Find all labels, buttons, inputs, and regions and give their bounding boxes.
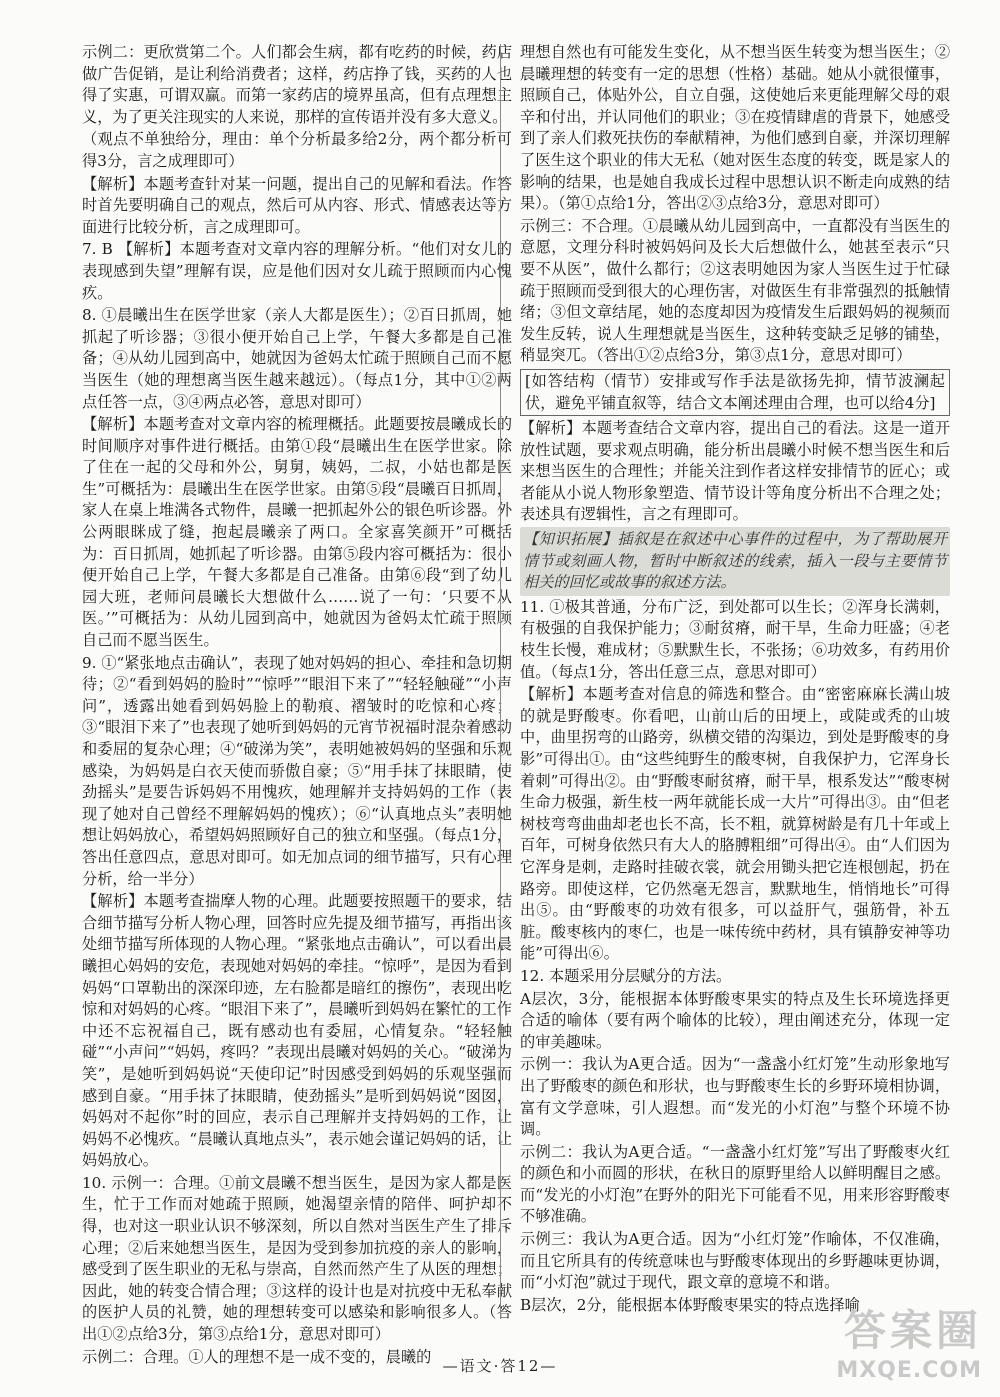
paragraph-q12-level-a: A层次，3分，能根据本体野酸枣果实的特点及生长环境选择更合适的喻体（要有两个喻体的比较），理由阐述充分，体现一定的审美趣味。 — [520, 989, 950, 1051]
paragraph-answer-q10-example-two-start: 示例二：合理。①人的理想不是一成不变的，晨曦的 — [82, 1347, 432, 1366]
watermark-logo — [836, 1298, 982, 1383]
paragraph-analysis-q9: 【解析】本题考查揣摩人物的心理。此题要按照题干的要求，结合细节描写分析人物心理，回答时应先提及细节描写，再指出该处细节描写所体现的人物心理。“紧张地点击确认”，可以看出晨曦担心妈妈的安危，表现她对妈妈的牵挂。“惊呼”，是因为看到妈妈“口罩勒出的深深印迹，左右脸都是暗红的擦伤”，表现出吃惊和对妈妈的心疼。“眼泪下来了”，晨曦听到妈妈在繁忙的工作中还不忘祝福自己，既有感动也有委屈，心情复杂。“轻轻触碰”“小声问”“妈妈，疼吗？”表现出晨曦对妈妈的关心。“破涕为笑”，是她听到妈妈说“天使印记”时因感受到妈妈的乐观坚强而感到自豪。“用手抹了抹眼睛，使劲摇头”是听到妈妈说“囡囡，妈妈对不起你”时的回应，表示自己理解并支持妈妈的工作，让妈妈不必愧疚。“晨曦认真地点头”，表示她会谨记妈妈的话，让妈妈放心。 — [82, 892, 512, 1170]
paragraph-q12-intro: 12. 本题采用分层赋分的方法。 — [520, 966, 732, 985]
paragraph-analysis-q11: 【解析】本题考查对信息的筛选和整合。由“密密麻麻长满山坡的就是野酸枣。你看吧，山前山后的田埂上，或陡或秃的山坡中，曲里拐弯的山路旁，纵横交错的沟渠边，到处是野酸枣的身影”可得出①。由“这些纯野生的酸枣树，自我保护力，它浑身长着刺”可得出②。由“野酸枣耐贫瘠，耐干旱，根系发达”“酸枣树生命力极强，新生枝一两年就能长成一大片”可得出③。由“但老树枝弯弯曲曲却老也长不高，长不粗，就算树龄是有几十年或上百年，可树身依然只有大人的胳膊粗细”可得出④。由“人们因为它浑身是刺，走路时挂破衣裳，就会用锄头把它连根刨起，扔在路旁。即使这样，它仍然毫无怨言，默默地生，悄悄地长”可得出⑤。由“野酸枣的功效有很多，可以益肝气，强筋骨，补五脏。酸枣核内的枣仁，也是一味传统中药材，具有镇静安神等功能”可得出⑥。 — [520, 685, 950, 963]
paragraph-q12-level-b: B层次，2分，能根据本体野酸枣果实的特点选择喻 — [520, 1295, 860, 1314]
column-divider — [500, 44, 501, 1319]
paragraph-q12-example-two: 示例二：我认为A更合适。“一盏盏小红灯笼”写出了野酸枣火红的颜色和小而圆的形状，在秋日的原野里给人以鲜明醒目之感。而“发光的小灯泡”在野外的阳光下可能看不见，用来形容野酸枣不够准确。 — [520, 1142, 950, 1226]
knowledge-extension-note: 【知识拓展】插叙是在叙述中心事件的过程中，为了帮助展开情节或刻画人物，暂时中断叙述的线索，插入一段与主要情节相关的回忆或故事的叙述方法。 — [520, 527, 950, 596]
right-column — [520, 42, 950, 1332]
paragraph-q10-example-two-cont: 理想自然也有可能发生变化，从不想当医生转变为想当医生；②晨曦理想的转变有一定的思想（性格）基础。她从小就很懂事，照顾自己，体贴外公，自立自强，这使她后来更能理解父母的艰辛和付出，并认同他们的职业；③在疫情肆虐的背景下，她感受到了亲人们救死扶伤的奉献精神，为他们感到自豪，并深切理解了医生这个职业的伟大无私（她对医生态度的转变，既是家人的影响的结果，也是她自我成长过程中思想认识不断走向成熟的结果）。（第①点给1分，答出②③点给3分，意思对即可） — [520, 43, 950, 213]
paragraph-q10-alt-scoring-box: [如答结构（情节）安排或写作手法是欲扬先抑，情节波澜起伏，避免平铺直叙等，结合文本阐述理由合理，也可以给4分] — [520, 369, 950, 416]
paragraph-analysis-q8: 【解析】本题考查对文章内容的梳理概括。此题要按晨曦成长的时间顺序对事件进行概括。由第①段“晨曦出生在医学世家。除了住在一起的父母和外公，舅舅，姨妈，二叔，小姑也都是医生”可概括为：晨曦出生在医学世家。由第⑤段“晨曦百日抓周，家人在桌上堆满各式物件，晨曦一把抓起外公的银色听诊器。外公两眼眯成了缝，抱起晨曦亲了两口。全家喜笑颜开”可概括为：百日抓周，她抓起了听诊器。由第⑤段内容可概括为：很小便开始自己上学，午餐大多都是自己准备。由第⑥段“到了幼儿园大班，老师问晨曦长大想做什么……说了一句：‘只要不从医。’”可概括为：从幼儿园到高中，她就因为爸妈太忙疏于照顾自己而不愿当医生。 — [82, 415, 512, 650]
paragraph-q12-example-one: 示例一：我认为A更合适。因为“一盏盏小红灯笼”生动形象地写出了野酸枣的颜色和形状，也与野酸枣生长的乡野环境相协调，富有文学意味，引人遐想。而“发光的小灯泡”与整个环境不协调。 — [520, 1055, 950, 1139]
watermark-url: MXQE.COM — [836, 1358, 982, 1383]
page-footer: —语文·答12— — [442, 1357, 558, 1375]
paragraph-example-two-q6: 示例二：更欣赏第二个。人们都会生病，都有吃药的时候，药店做广告促销，是让利给消费者；这样，药店挣了钱，买药的人也得了实惠，可谓双赢。而第一家药店的境界虽高，但有点理想主义，为了更关注现实的人来说，那样的宣传语并没有多大意义。 — [82, 43, 512, 126]
paragraph-answer-q10-example-one: 10. 示例一：合理。①前文晨曦不想当医生，是因为家人都是医生，忙于工作而对她疏于照顾，她渴望亲情的陪伴、呵护却不得，也对这一职业认识不够深刻，所以自然对当医生产生了排斥心理；②后来她想当医生，是因为受到参加抗疫的亲人的影响，感受到了医生职业的无私与崇高，自然而然产生了从医的理想；因此，她的转变合情合理；③这样的设计也是对抗疫中无私奉献的医护人员的礼赞，她的理想转变可以感染和影响很多人。（答出①②点给3分，第③点给1分，意思对即可） — [82, 1173, 512, 1344]
watermark-title: 答案圈 — [843, 1306, 982, 1355]
paragraph-answer-q11: 11. ①极其普通，分布广泛，到处都可以生长；②浑身长满刺，有极强的自我保护能力；③耐贫瘠，耐干旱，生命力旺盛；④老枝生长慢，难成材；⑤默默生长，不张扬；⑥功效多，有药用价值。（每点1分，答出任意三点，意思对即可） — [520, 597, 950, 681]
paragraph-analysis-q6: 【解析】本题考查针对某一问题，提出自己的见解和看法。作答时首先要明确自己的观点，然后可从内容、形式、情感表达等方面进行比较分析，言之成理即可。 — [82, 174, 512, 236]
paragraph-q12-example-three: 示例三：我认为A更合适。因为“小红灯笼”作喻体，不仅准确，而且它所具有的传统意味也与野酸枣体现出的乡野趣味更协调，而“小灯泡”就过于现代，跟文章的意境不和谐。 — [520, 1230, 950, 1292]
paragraph-answer-q8: 8. ①晨曦出生在医学世家（亲人大都是医生）；②百日抓周，她抓起了听诊器；③很小便开始自己上学，午餐大多都是自己准备；④从幼儿园到高中，她就因为爸妈太忙疏于照顾自己而不愿当医生（她的理想离当医生越来越远）。（每点1分，其中①②两点任答一点，③④两点必答，意思对即可） — [82, 306, 512, 411]
left-column — [82, 42, 512, 1366]
paragraph-answer-q9: 9. ①“紧张地点击确认”，表现了她对妈妈的担心、牵挂和急切期待；②“看到妈妈的脸时”“惊呼”“眼泪下来了”“轻轻触碰”“小声问”，透露出她看到妈妈脸上的勒痕、褶皱时的吃惊和心疼；③“眼泪下来了”也表现了她听到妈妈的元宵节祝福时混杂着感动和委屈的复杂心理；④“破涕为笑”，表明她被妈妈的坚强和乐观感染，为妈妈是白衣天使而骄傲自豪；⑤“用手抹了抹眼睛，使劲摇头”是要告诉妈妈不用愧疚，她理解并支持妈妈的工作（表现了她对自己曾经不理解妈妈的愧疚）；⑥“认真地点头”表明她想让妈妈放心，希望妈妈照顾好自己的独立和坚强。（每点1分，答出任意四点，意思对即可。如无加点词的细节描写，只有心理分析，给一半分） — [82, 653, 512, 888]
paragraph-answer-q7: 7. B 【解析】本题考查对文章内容的理解分析。“他们对女儿的表现感到失望”理解有误，应是他们因对女儿疏于照顾而内心愧疚。 — [82, 240, 512, 302]
paragraph-scoring-note-q6: （观点不单独给分，理由：单个分析最多给2分，两个都分析可得3分，言之成理即可） — [82, 130, 512, 170]
paragraph-q10-example-three: 示例三：不合理。①晨曦从幼儿园到高中，一直都没有当医生的意愿，文理分科时被妈妈问及长大后想做什么，她甚至表示“只要不从医”，做什么都行；②这表明她因为家人当医生过于忙碌疏于照顾而受到很大的心理伤害，对做医生有非常强烈的抵触情绪；③但文章结尾，她的态度却因为疫情发生后跟妈妈的视频而发生反转，说人生理想就是当医生，这种转变缺乏足够的铺垫，稍显突兀。（答出①②点给3分，第③点1分，意思对即可） — [520, 216, 950, 365]
paragraph-analysis-q10: 【解析】本题考查结合文章内容，提出自己的看法。这是一道开放性试题，要求观点明确，能分析出晨曦小时候不想当医生和后来想当医生的合理性；并能关注到作者这样安排情节的匠心；或者能从小说人物形象塑造、情节设计等角度分析出不合理之处；表述具有逻辑性，言之有理即可。 — [520, 419, 950, 524]
